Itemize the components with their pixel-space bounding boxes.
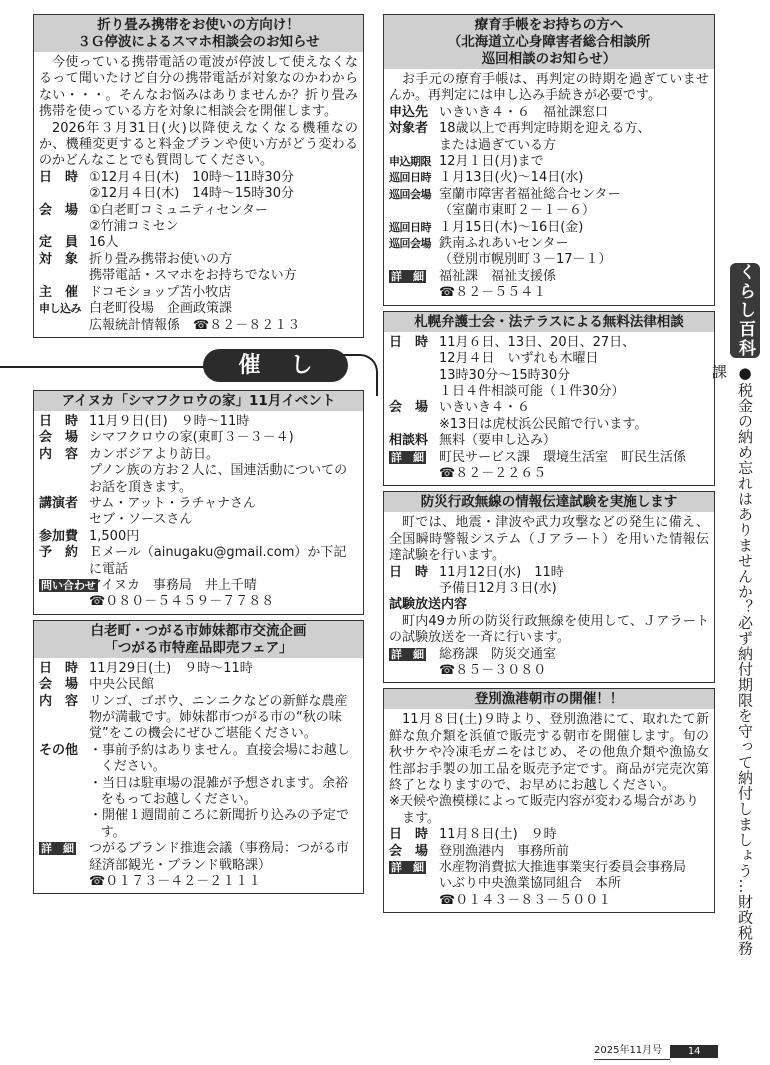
details-tag: 詳 細 (391, 269, 424, 283)
section-fish-market (383, 688, 715, 913)
body-paragraph: 今使っている携帯電話の電波が停波して使えなくなるって聞いたけど自分の携帯電話が対象なのかわからない・・・。そんなお悩みはありませんか？折り畳み携帯を使っている方を対象に相談会を開催します。 (39, 55, 358, 120)
text-line: 広報統計情報係 ☎８２－８２１３ (89, 317, 301, 333)
text-line: 申込期限 (389, 155, 431, 169)
text-line: 11月29日(土) ９時〜11時 (89, 660, 253, 676)
info-label (39, 841, 89, 890)
text-line: １月15日(木)〜16日(金) (439, 219, 584, 235)
section-title (34, 391, 363, 411)
section-tsugaru-fair (33, 620, 364, 895)
text-line: 日 時 (39, 660, 79, 676)
text-line: 白老町・つがる市姉妹都市交流企画 (90, 622, 307, 639)
info-value (89, 430, 358, 446)
events-banner (33, 346, 364, 386)
text-line: 折り畳み携帯をお使いの方向け！ (97, 17, 300, 33)
section-title (384, 689, 714, 709)
info-row (39, 203, 358, 236)
info-row (39, 252, 358, 285)
text-line: 療育手帳をお持ちの方へ (474, 17, 624, 33)
text-line: 室蘭市障害者福祉総合センター (439, 186, 621, 202)
info-value (439, 236, 709, 269)
info-row (389, 187, 709, 220)
text-line: セブ・ソースさん (89, 512, 193, 528)
text-line: ②竹浦コミセン (89, 219, 179, 235)
info-row (389, 335, 709, 401)
text-line: 定 員 (39, 235, 79, 251)
text-line: 会 場 (389, 843, 429, 859)
text-line: または過ぎている方 (439, 137, 557, 153)
page-number: 14 (670, 1045, 718, 1058)
text-line: ☎８５－３０８０ (439, 663, 547, 678)
page-footer (594, 1043, 718, 1060)
info-value (89, 414, 358, 430)
info-value (89, 545, 358, 578)
text-line: 日 時 (39, 169, 79, 185)
info-value (439, 860, 709, 909)
info-value (89, 447, 358, 496)
info-value (439, 170, 709, 186)
section-title (34, 621, 363, 658)
info-value (439, 154, 709, 170)
body-paragraph: お手元の療育手帳は、再判定の時期を過ぎていませんか。再判定には申し込み手続きが必要です。 (389, 72, 709, 104)
info-value (89, 252, 358, 285)
info-value (439, 450, 709, 483)
info-value (439, 647, 709, 680)
section-title (384, 492, 714, 512)
info-value (89, 677, 358, 693)
text-line: 登別漁港朝市の開催！！ (474, 691, 624, 708)
body-paragraph: 2026年３月31日(火)以降使えなくなる機種なのか、機種変更すると料金プランや使い方がどう変わるのかどんなことでも質問してください。 (39, 120, 358, 169)
info-value (0, 366, 214, 368)
text-line: （室蘭市東町２－１－６） (439, 203, 596, 219)
info-row (39, 447, 358, 496)
info-row (389, 827, 709, 843)
info-row (389, 105, 709, 121)
info-value (439, 187, 709, 220)
info-row (39, 694, 358, 743)
section-legal-consult (383, 311, 715, 487)
details-tag: 詳 細 (41, 842, 74, 856)
info-row (389, 236, 709, 269)
text-line: 折り畳み携帯お使いの方 (89, 251, 233, 267)
text-line: 18歳以上で再判定時期を迎える方、 (439, 121, 651, 137)
text-line: 申込先 (389, 104, 429, 120)
text-line: 無料（要申し込み） (439, 433, 557, 449)
info-row (389, 844, 709, 860)
info-row (39, 529, 358, 545)
info-row (39, 841, 358, 890)
text-line: ・当日は駐車場の混雑が予想されます。余裕をもってお越しください。 (89, 775, 348, 808)
info-row (39, 430, 358, 446)
text-line: 参加費 (39, 528, 79, 544)
info-label (39, 578, 96, 611)
info-value (89, 841, 358, 890)
text-line: 中央公民館 (89, 677, 155, 693)
text-line: 対 象 (39, 251, 79, 267)
section-disaster-radio (383, 491, 715, 683)
info-value (439, 121, 709, 154)
text-line: 13時30分〜15時30分 (439, 367, 571, 383)
section-title (384, 15, 714, 69)
info-value (89, 496, 358, 529)
info-value (439, 105, 709, 121)
info-row (39, 170, 358, 203)
text-line: ☎８２－５５４１ (439, 285, 547, 301)
text-line: 巡回日時 (389, 220, 431, 234)
text-line: 鉄南ふれあいセンター (439, 236, 569, 252)
text-line: 日 時 (389, 334, 429, 350)
info-row (389, 860, 709, 909)
info-row (39, 235, 358, 251)
text-line: 「つがる市特産品即売フェア」 (104, 639, 293, 656)
body-paragraph: 町では、地震・津波や武力攻撃などの発生に備え、全国瞬時警報システム（Ｊアラート）を用いた情報伝達試験を行います。 (389, 515, 709, 564)
info-value (89, 170, 358, 203)
info-value (89, 578, 358, 611)
info-row (39, 545, 358, 578)
text-line: 12月１日(月)まで (439, 154, 544, 170)
info-value (439, 400, 709, 433)
text-line: 11月９日(日) ９時〜11時 (89, 413, 250, 429)
info-label (389, 647, 439, 680)
text-line: 予備日12月３日(水) (439, 580, 557, 596)
text-line: 主 催 (39, 284, 79, 300)
text-line: ３Ｇ停波によるスマホ相談会のお知らせ (77, 34, 320, 50)
info-value (89, 661, 358, 677)
text-line: カンボジアより訪日。 (89, 446, 220, 462)
info-row (389, 433, 709, 449)
info-row (39, 301, 358, 334)
text-line: 1,500円 (89, 528, 140, 544)
info-row (389, 170, 709, 186)
info-value (89, 694, 358, 743)
text-line: いきいき４・６ 福祉課窓口 (439, 104, 609, 120)
text-line: （登別市幌別町３－17－１） (439, 252, 612, 268)
text-line: ・開催１週間前ころに新聞折り込みの予定です。 (89, 808, 350, 840)
text-line: ①12月４日(木) 10時〜11時30分 (89, 169, 294, 185)
text-line: 相談料 (389, 433, 429, 449)
info-value (439, 565, 709, 598)
sub-label: 試験放送内容 (389, 597, 468, 613)
note: ※天候や漁模様によって販売内容が変わる場合があります。 (389, 794, 699, 826)
text-line: ②12月４日(木) 14時〜15時30分 (89, 186, 294, 202)
info-label (389, 450, 439, 483)
info-row (389, 154, 709, 170)
text-line: 内 容 (39, 446, 79, 462)
info-value (89, 235, 358, 251)
details-tag: 詳 細 (391, 450, 424, 464)
text-line: １日４件相談可能（１件30分） (439, 383, 625, 399)
info-row (39, 414, 358, 430)
category-tab: くらし百科 (730, 263, 760, 358)
info-row (39, 677, 358, 693)
text-line: （北海道立心身障害者総合相談所 (447, 34, 651, 50)
text-line: 福祉課 福祉支援係 (439, 268, 557, 284)
text-line: 11月12日(水) 11時 (439, 564, 564, 580)
text-line: ①白老町コミュニティセンター (89, 202, 268, 218)
text-line: ・事前予約はありません。直接会場にお越しください。 (89, 742, 350, 775)
text-line: 巡回相談のお知らせ） (481, 51, 617, 67)
text-line: 予 約 (39, 545, 79, 561)
info-row (389, 647, 709, 680)
info-row (389, 450, 709, 483)
text-line: 札幌弁護士会・法テラスによる無料法律相談 (414, 313, 684, 330)
section-ryoiku-techo (383, 14, 715, 306)
text-line: 12月４日 いずれも木曜日 (439, 351, 599, 367)
text-line: 白老町役場 企画政策課 (89, 301, 233, 317)
section-3g-consult (33, 14, 364, 338)
text-line: 巡回会場 (389, 237, 431, 251)
info-value (439, 844, 709, 860)
info-label (389, 860, 439, 909)
section-title (34, 15, 363, 52)
info-value (89, 203, 358, 236)
text-line: Ｅメール（ainugaku@gmail.com）か下記に電話 (89, 545, 347, 577)
text-line: 会 場 (39, 677, 79, 693)
info-value (439, 335, 709, 401)
info-value (89, 529, 358, 545)
text-line: その他 (39, 742, 79, 758)
text-line: アイヌカ「シマフクロウの家」11月イベント (61, 392, 336, 409)
info-row (39, 496, 358, 529)
text-line: サム・アット・ラチャナさん (89, 495, 257, 511)
text-line: 日 時 (389, 827, 429, 843)
text-line: いきいき４・６ (439, 400, 531, 416)
info-row (389, 269, 709, 302)
details-tag: 詳 細 (391, 647, 424, 661)
info-label (389, 269, 439, 302)
text-line: 講演者 (39, 495, 79, 511)
text-line: 11月６日、13日、20日、27日、 (439, 334, 636, 350)
info-value (439, 269, 709, 302)
text-line: 日 時 (39, 413, 79, 429)
info-row (389, 220, 709, 236)
text-line: 防災行政無線の情報伝達試験を実施します (420, 494, 678, 511)
inquiry-tag: 問い合わせ (41, 578, 96, 592)
sidebar-notice: ●税金の納め忘れはありませんか？必ず納付期限を守って納付しましょう…財政税務課 (710, 364, 754, 956)
info-row (39, 578, 358, 611)
text-line: 総務課 防災交通室 (439, 646, 557, 662)
details-tag: 詳 細 (391, 861, 424, 875)
events-banner-label: 催し (203, 349, 348, 382)
text-line: 会 場 (389, 400, 429, 416)
text-line: アイヌカ 事務局 井上千晴 (89, 577, 257, 593)
text-line: シマフクロウの家(東町３－３－４) (89, 430, 294, 446)
text-line: 巡回日時 (389, 171, 431, 185)
info-value (439, 220, 709, 236)
text-line: ☎０１４３－８３－５００１ (439, 892, 612, 908)
text-line: 水産物消費拡大推進事業実行委員会事務局 いぶり中央漁業協同組合 本所 (439, 860, 700, 892)
body-paragraph: 11月８日(土)９時より、登別漁港にて、取れたて新鮮な魚介類を浜値で販売する朝市を開催します。旬の秋サケや冷凍毛ガニをはじめ、その他魚介類や漁協女性部お手製の加工品を販売予定です。商品が完売次第終了となりますので、お早めにお越しください。 (389, 712, 709, 794)
text-line: ☎０１７３－４２－２１１１ (89, 874, 262, 890)
text-line: 町民サービス課 環境生活室 町民生活係 ☎８２－２２６５ (439, 449, 700, 481)
text-line: つがるブランド推進会議（事務局：つがる市経済部観光・ブランド戦略課） (89, 841, 350, 873)
section-title (384, 312, 714, 332)
info-value (89, 285, 358, 301)
text-line: 16人 (89, 235, 119, 251)
issue-label: 2025年11月号 (594, 1043, 670, 1060)
text-line: 携帯電話・スマホをお持ちでない方 (89, 268, 297, 284)
text-line: リンゴ、ゴボウ、ニンニクなどの新鮮な農産物が満載です。姉妹都市つがる市の“秋の味覚”をこの機会にぜひご堪能ください。 (89, 693, 348, 742)
text-line: 巡回会場 (389, 187, 431, 201)
text-line: ドコモショップ苫小牧店 (89, 284, 232, 300)
info-value (89, 743, 358, 841)
info-row (39, 661, 358, 677)
text-line: 登別漁港内 事務所前 (439, 843, 570, 859)
info-row (39, 743, 358, 841)
text-line: ☎０８０－５４５９－７７８８ (89, 594, 275, 610)
text-line: 日 時 (389, 564, 429, 580)
info-value (89, 301, 358, 334)
info-row (389, 565, 709, 598)
body-paragraph: 町内49カ所の防災行政無線を使用して、Ｊアラートの試験放送を一斉に行います。 (389, 613, 709, 646)
text-line: 内 容 (39, 693, 79, 709)
info-row (389, 400, 709, 433)
text-line: 会 場 (39, 202, 79, 218)
info-value (439, 433, 709, 449)
text-line: 対象者 (389, 121, 429, 137)
right-column (383, 14, 715, 918)
info-value (439, 827, 709, 843)
info-row (39, 285, 358, 301)
section-ainuka-event (33, 390, 364, 615)
text-line: プノン族の方お２人に、国連活動についてのお話を頂きます。 (89, 463, 348, 495)
info-row (389, 121, 709, 154)
text-line: 11月８日(土) ９時 (439, 827, 557, 843)
text-line: 会 場 (39, 430, 79, 446)
left-column (33, 14, 364, 899)
text-line: １月13日(火)〜14日(水) (439, 170, 584, 186)
text-line: 申し込み (39, 302, 81, 316)
text-line: ※13日は虎杖浜公民館で行います。 (439, 416, 648, 432)
